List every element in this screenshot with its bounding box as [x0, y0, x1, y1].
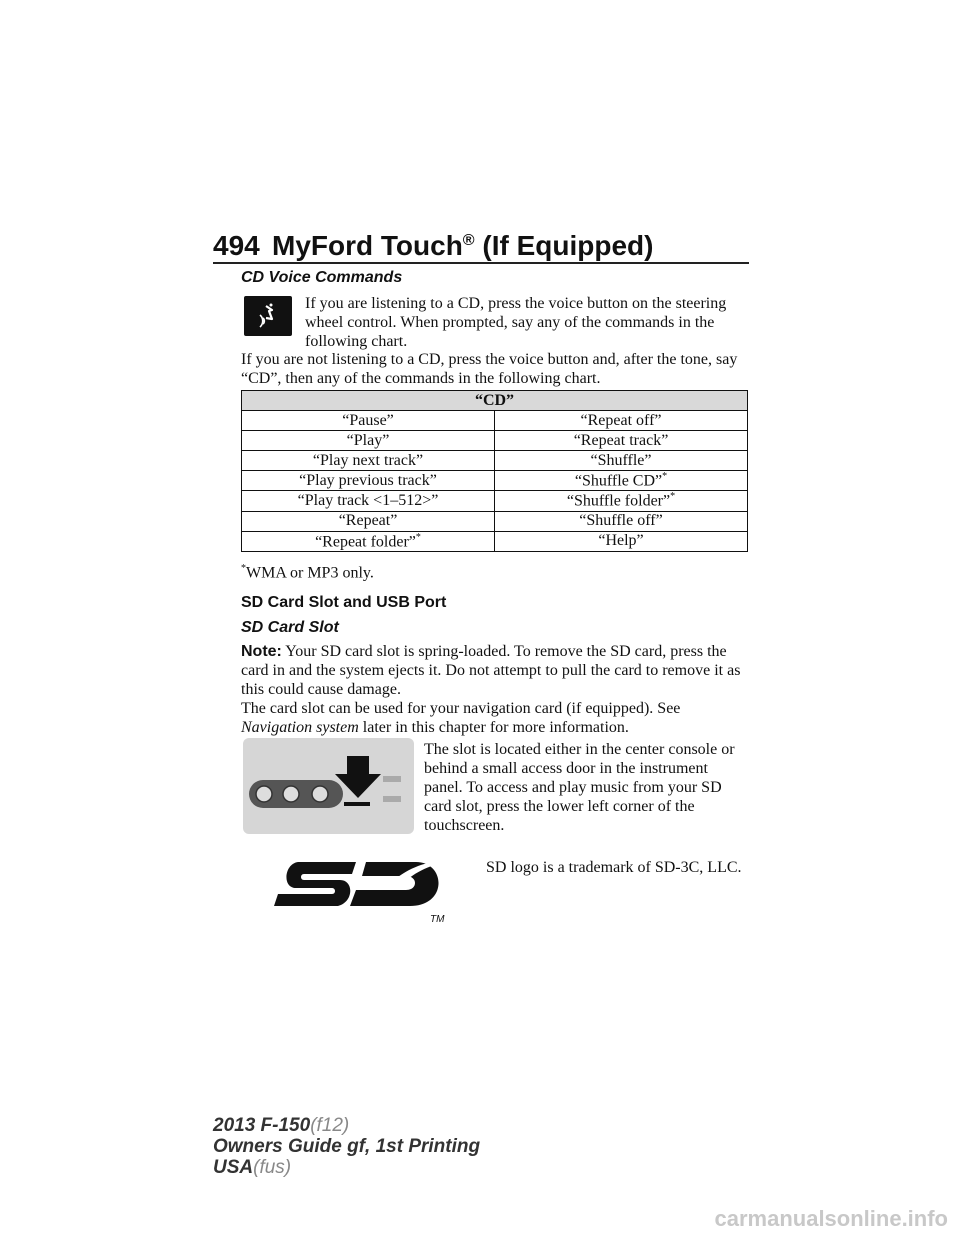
- table-cell: “Shuffle”: [495, 451, 748, 471]
- footnote-asterisk: *: [670, 491, 676, 503]
- sd-logo: [270, 856, 452, 926]
- footnote-asterisk: *: [241, 563, 246, 574]
- note-text: Your SD card slot is spring-loaded. To remove the SD card, press the card in and the system ejects it. Do not attempt to pull the card to remove it as this could cause damage.: [241, 643, 741, 698]
- sd-logo-trademark-text: SD logo is a trademark of SD-3C, LLC.: [486, 859, 742, 876]
- table-cell: “Repeat track”: [495, 431, 748, 451]
- table-row: [242, 411, 748, 431]
- table-cell: “Repeat”: [242, 511, 495, 531]
- table-cell: “Pause”: [242, 411, 495, 431]
- voice-button-icon: [244, 296, 292, 336]
- table-cell: “Repeat off”: [495, 411, 748, 431]
- sd-usb-heading: SD Card Slot and USB Port: [241, 594, 447, 611]
- table-cell: “Shuffle off”: [495, 511, 748, 531]
- footer-model-code: (f12): [310, 1115, 350, 1136]
- slot-location-paragraph: The slot is located either in the center console or behind a small access door in the instrument panel. To access and play music from your SD card slot, press the lower left corner of the touchscreen.: [424, 741, 735, 834]
- table-row: [242, 531, 748, 551]
- note-label: Note:: [241, 643, 282, 660]
- navigation-system-reference: Navigation system: [241, 719, 359, 736]
- table-row: [242, 451, 748, 471]
- registered-mark: ®: [462, 232, 475, 249]
- table-header: “CD”: [242, 391, 748, 411]
- table-row: [242, 471, 748, 491]
- chapter-title-text: MyFord Touch: [272, 230, 463, 261]
- sd-slot-illustration: [243, 738, 414, 834]
- watermark: carmanualsonline.info: [714, 1206, 948, 1231]
- table-cell: [495, 471, 748, 491]
- footnote-asterisk: *: [415, 531, 421, 543]
- footer-line-2: [213, 1136, 480, 1157]
- footer-region-code: (fus): [253, 1157, 292, 1178]
- cell-text: “Shuffle folder”: [566, 492, 671, 510]
- table-cell: “Play track <1–512>”: [242, 491, 495, 511]
- table-row: [242, 491, 748, 511]
- header-rule: [213, 262, 749, 264]
- cd-intro-paragraph: If you are listening to a CD, press the voice button on the steering wheel control. When prompted, say any of the commands in the following chart.: [305, 295, 727, 350]
- cd-voice-commands-heading: CD Voice Commands: [241, 269, 403, 286]
- table-cell: “Help”: [495, 531, 748, 551]
- footnote-asterisk: *: [662, 471, 668, 482]
- table-header-row: [242, 391, 748, 411]
- sd-logo-tm: TM: [430, 914, 445, 925]
- print-footer: [213, 1115, 480, 1178]
- footer-model: 2013 F-150: [213, 1115, 311, 1136]
- table-footnote: [241, 559, 374, 582]
- sd-card-slot-subheading: SD Card Slot: [241, 619, 339, 636]
- chapter-title-suffix: (If Equipped): [482, 230, 654, 261]
- footnote-text: WMA or MP3 only.: [246, 564, 374, 582]
- table-cell: “Play next track”: [242, 451, 495, 471]
- cd-second-paragraph: If you are not listening to a CD, press the voice button and, after the tone, say “CD”, then any of the commands in the following chart.: [241, 351, 738, 387]
- table-cell: “Play”: [242, 431, 495, 451]
- sd-note-paragraph: [241, 642, 751, 699]
- footer-guide: Owners Guide gf, 1st Printing: [213, 1136, 481, 1157]
- table-cell: [242, 531, 495, 551]
- nav-para-text-a: The card slot can be used for your navigation card (if equipped). See: [241, 700, 681, 717]
- cell-text: “Shuffle CD”: [574, 472, 663, 490]
- page-number: 494: [213, 230, 260, 261]
- cd-commands-table: [241, 390, 748, 552]
- table-row: [242, 431, 748, 451]
- table-cell: “Play previous track”: [242, 471, 495, 491]
- table-row: [242, 511, 748, 531]
- navigation-card-paragraph: [241, 699, 751, 737]
- nav-para-text-b: later in this chapter for more information.: [362, 719, 629, 736]
- footer-line-1: [213, 1115, 480, 1136]
- table-cell: [495, 491, 748, 511]
- footer-region: USA: [213, 1157, 254, 1178]
- chapter-title: [272, 230, 653, 262]
- cell-text: “Repeat folder”: [315, 532, 416, 550]
- footer-line-3: [213, 1157, 480, 1178]
